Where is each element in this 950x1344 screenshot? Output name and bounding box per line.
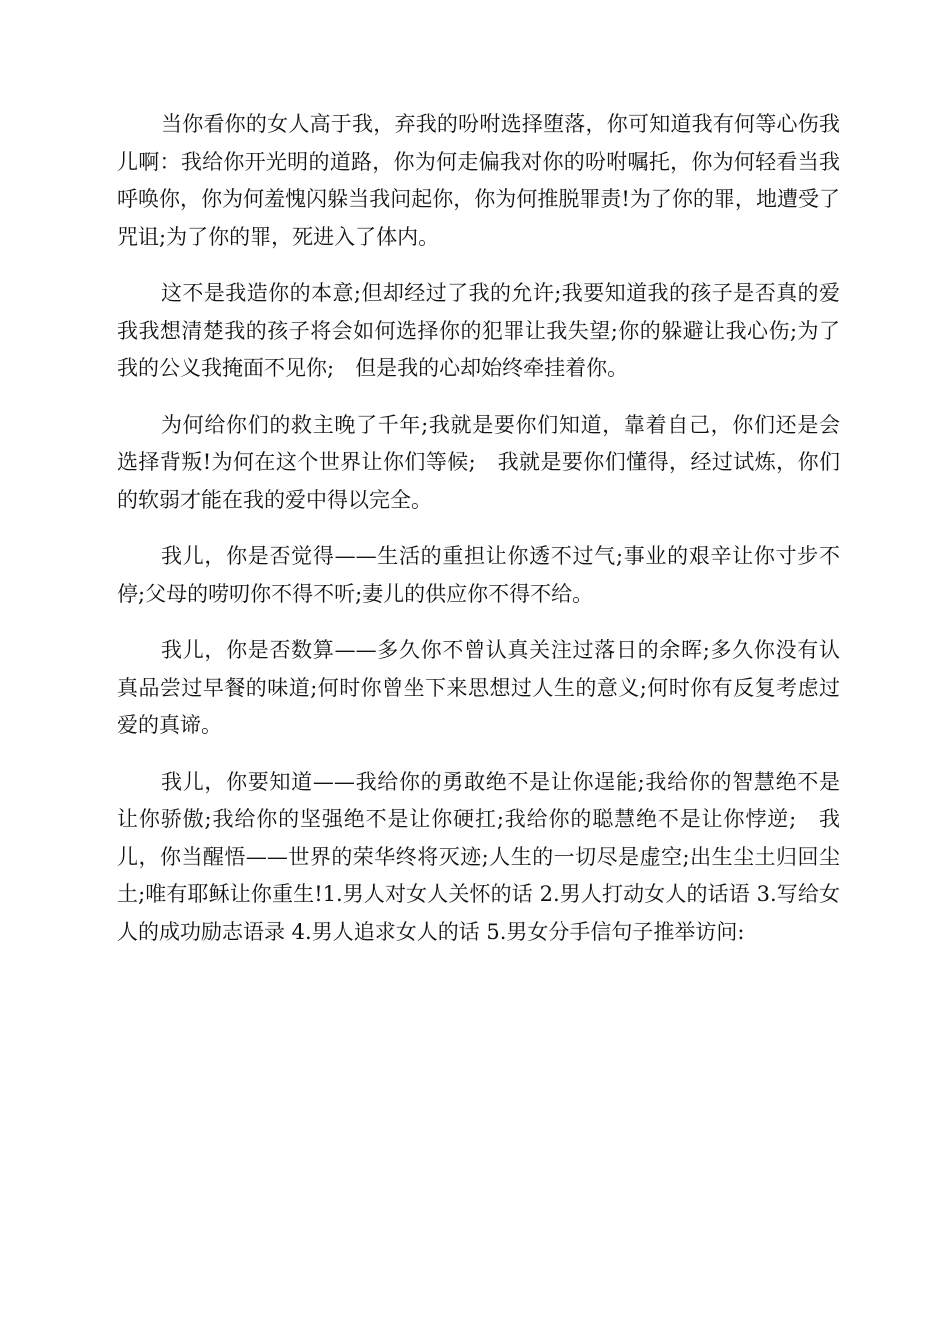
- paragraph-3: 为何给你们的救主晚了千年;我就是要你们知道，靠着自己，你们还是会选择背叛!为何在这个世界让你们等候; 我就是要你们懂得，经过试炼，你们的软弱才能在我的爱中得以完全。: [117, 412, 840, 512]
- document-body: [117, 106, 840, 970]
- paragraph-2: 这不是我造你的本意;但却经过了我的允许;我要知道我的孩子是否真的爱我我想清楚我的孩子将会如何选择你的犯罪让我失望;你的躲避让我心伤;为了我的公义我掩面不见你; 但是我的心却始终牵挂着你。: [117, 281, 840, 380]
- paragraph-5: 我儿，你是否数算——多久你不曾认真关注过落日的余晖;多久你没有认真品尝过早餐的味道;何时你曾坐下来思想过人生的意义;何时你有反复考虑过爱的真谛。: [117, 638, 840, 737]
- paragraph-4: 我儿，你是否觉得——生活的重担让你透不过气;事业的艰辛让你寸步不停;父母的唠叨你不得不听;妻儿的供应你不得不给。: [117, 544, 840, 606]
- paragraph-1: 当你看你的女人高于我，弃我的吩咐选择堕落，你可知道我有何等心伤我儿啊：我给你开光明的道路，你为何走偏我对你的吩咐嘱托，你为何轻看当我呼唤你，你为何羞愧闪躲当我问起你，你为何推脱罪责!为了你的罪，地遭受了咒诅;为了你的罪，死进入了体内。: [117, 112, 840, 249]
- paragraph-6: 我儿，你要知道——我给你的勇敢绝不是让你逞能;我给你的智慧绝不是让你骄傲;我给你的坚强绝不是让你硬扛;我给你的聪慧绝不是让你悖逆; 我儿，你当醒悟——世界的荣华终将灭迹;人生的一切尽是虚空;出生尘土归回尘土;唯有耶稣让你重生!1.男人对女人关怀的话 2.男人打动女人的话语 3.写给女人的成功励志语录 4.男人追求女人的话 5.男女分手信句子推举访问:: [117, 769, 840, 944]
